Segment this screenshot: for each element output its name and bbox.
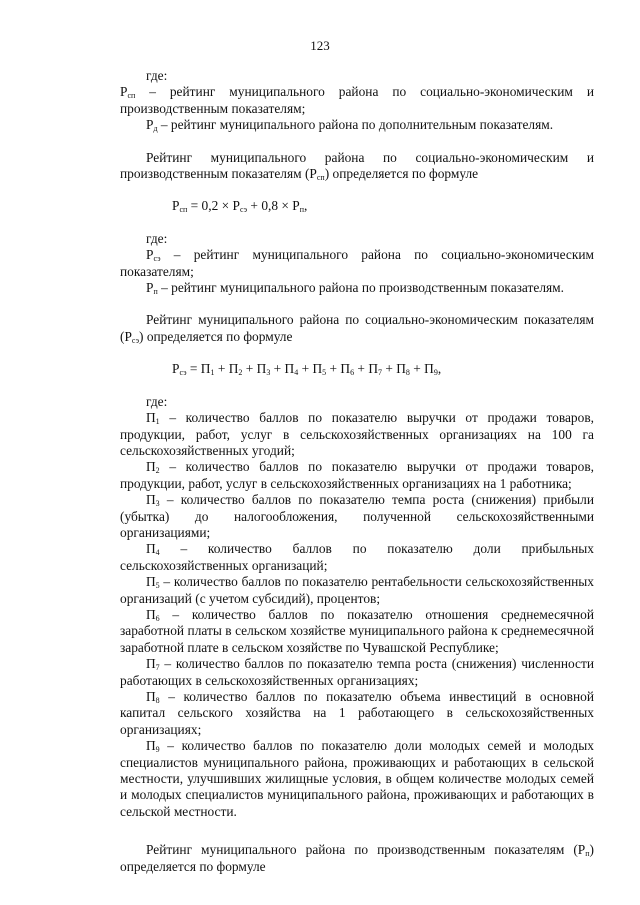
paragraph-gap [120,215,594,231]
paragraph-p3: Рейтинг муниципального района по производственным показателям $(Р_п)$ определяется по формуле [120,842,594,874]
paragraph-gde1: где: [146,68,168,83]
paragraph-gap [120,378,594,394]
paragraph-pi6: $П_6$ – количество баллов по показателю отношения среднемесячной заработной платы в сельском хозяйстве муниципального района к среднемесячной заработной плате в сельском хозяйстве по Чувашской Республике; [120,606,594,655]
page-number: 123 [310,38,330,53]
paragraph-rse: $Р_{сэ}$ – рейтинг муниципального района по социально-экономическим показателям; [120,247,594,279]
paragraph-gap [120,134,594,150]
paragraph-gap [120,820,594,842]
paragraph-f2: $Р_{сэ} = П_1 + П_2 + П_3 + П_4 + П_5 + П_6 + П_7 + П_8 + П_9$, [172,361,442,378]
paragraph-p2: Рейтинг муниципального района по социально-экономическим показателям $(Р_{сэ})$ определяется по формуле [120,312,594,345]
body-text [120,68,594,875]
paragraph-gap [120,345,594,361]
paragraph-rd: $Р_д$ – рейтинг муниципального района по дополнительным показателям. [146,117,554,134]
paragraph-pi3: $П_3$ – количество баллов по показателю темпа роста (снижения) прибыли (убытка) до налогообложения, полученной сельскохозяйственными организациями; [120,492,594,540]
paragraph-gap [120,296,594,312]
paragraph-f1: $Р_{сп} = 0,2 \times Р_{сэ} + 0,8 \times Р_п$, [172,198,308,215]
paragraph-pi2: $П_2$ – количество баллов по показателю выручки от продажи товаров, продукции, работ, услуг в сельскохозяйственных организациях на 1 работника; [120,459,594,491]
paragraph-pi7: $П_7$ – количество баллов по показателю темпа роста (снижения) численности работающих в сельскохозяйственных организациях; [120,656,594,688]
paragraph-pi4: $П_4$ – количество баллов по показателю доли прибыльных сельскохозяйственных организаций; [120,541,594,573]
paragraph-rp: $Р_п$ – рейтинг муниципального района по производственным показателям. [146,280,564,297]
paragraph-p1: Рейтинг муниципального района по социально-экономическим и производственным показателям $(Р_{сп})$ определяется по формуле [120,149,594,183]
paragraph-pi5: $П_5$ – количество баллов по показателю рентабельности сельскохозяйственных организаций (с учетом субсидий), процентов; [120,574,594,606]
paragraph-gde3: где: [146,393,168,409]
paragraph-gde2: где: [146,230,168,246]
paragraph-rsp: $Р_{сп}$ – рейтинг муниципального района по социально-экономическим и производственным показателям; [120,84,594,116]
paragraph-gap [120,182,594,198]
paragraph-pi1: $П_1$ – количество баллов по показателю выручки от продажи товаров, продукции, работ, услуг в сельскохозяйственных организациях на 100 га сельскохозяйственных угодий; [120,410,594,458]
paragraph-pi9: $П_9$ – количество баллов по показателю доли молодых семей и молодых специалистов муниципального района, проживающих и работающих в сельской местности, улучшивших жилищные условия, в общем количестве молодых семей и молодых специалистов муниципального района, проживающих и работающих в сельской местности. [120,738,594,819]
paragraph-pi8: $П_8$ – количество баллов по показателю объема инвестиций в основной капитал сельского хозяйства на 1 работающего в сельскохозяйственных организациях; [120,689,594,737]
